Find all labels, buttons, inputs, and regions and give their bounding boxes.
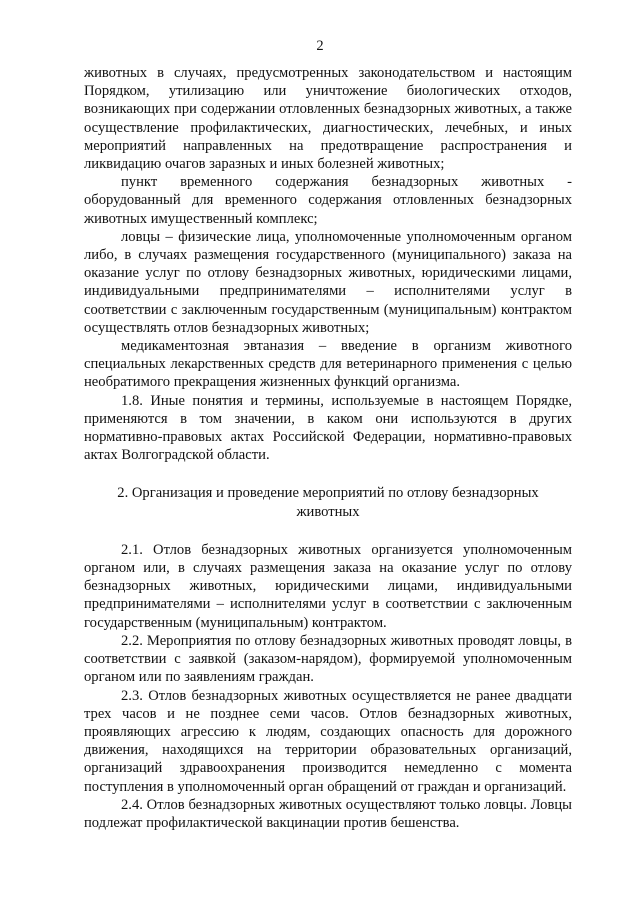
document-body <box>84 64 572 832</box>
paragraph-2-3: 2.3. Отлов безнадзорных животных осуществляется не ранее двадцати трех часов и не позднее семи часов. Отлов безнадзорных животных, проявляющих агрессию к людям, создающих опасность для дорожного движения, находящихся на территории образовательных организаций, организаций здравоохранения производится немедленно с момента поступления в уполномоченный орган обращений от граждан и организаций. <box>84 687 572 795</box>
paragraph-1-8: 1.8. Иные понятия и термины, используемые в настоящем Порядке, применяются в том значении, в каком они используются в других нормативно-правовых актах Российской Федерации, нормативно-правовых актах Волгоградской области. <box>84 392 572 464</box>
section-heading: 2. Организация и проведение мероприятий по отлову безнадзорных животных <box>117 485 539 520</box>
paragraph-definition-shelter: пункт временного содержания безнадзорных животных - оборудованный для временного содержания отловленных безнадзорных животных имущественный комплекс; <box>84 174 572 227</box>
paragraph-definition-catchers: ловцы – физические лица, уполномоченные уполномоченным органом либо, в случаях размещения государственного (муниципального) заказа на оказание услуг по отлову безнадзорных животных, юридическими лицами, индивидуальными предпринимателями – исполнителями услуг в соответствии с заключенным государственным (муниципальным) контрактом осуществлять отлов безнадзорных животных; <box>84 228 572 336</box>
paragraph-2-2: 2.2. Мероприятия по отлову безнадзорных животных проводят ловцы, в соответствии с заявкой (заказом-нарядом), формируемой уполномоченным органом или по заявлениям граждан. <box>84 632 572 686</box>
paragraph-continuation: животных в случаях, предусмотренных законодательством и настоящим Порядком, утилизацию или уничтожение биологических отходов, возникающих при содержании отловленных безнадзорных животных, а также осуществление профилактических, диагностических, лечебных, и иных мероприятий направленных на предотвращение распространения и ликвидацию очагов заразных и иных болезней животных; <box>84 65 572 173</box>
paragraph-2-1: 2.1. Отлов безнадзорных животных организуется уполномоченным органом или, в случаях размещения заказа на оказание услуг по отлову безнадзорных животных, юридическими лицами, индивидуальными предпринимателями – исполнителями услуг в соответствии с заключенным государственным (муниципальным) контрактом. <box>84 541 572 631</box>
paragraph-definition-euthanasia: медикаментозная эвтаназия – введение в организм животного специальных лекарственных средств для ветеринарного применения с целью необратимого прекращения жизненных функций организма. <box>84 338 572 391</box>
page-number: 2 <box>316 38 324 54</box>
paragraph-2-4: 2.4. Отлов безнадзорных животных осуществляют только ловцы. Ловцы подлежат профилактической вакцинации против бешенства. <box>84 796 572 831</box>
